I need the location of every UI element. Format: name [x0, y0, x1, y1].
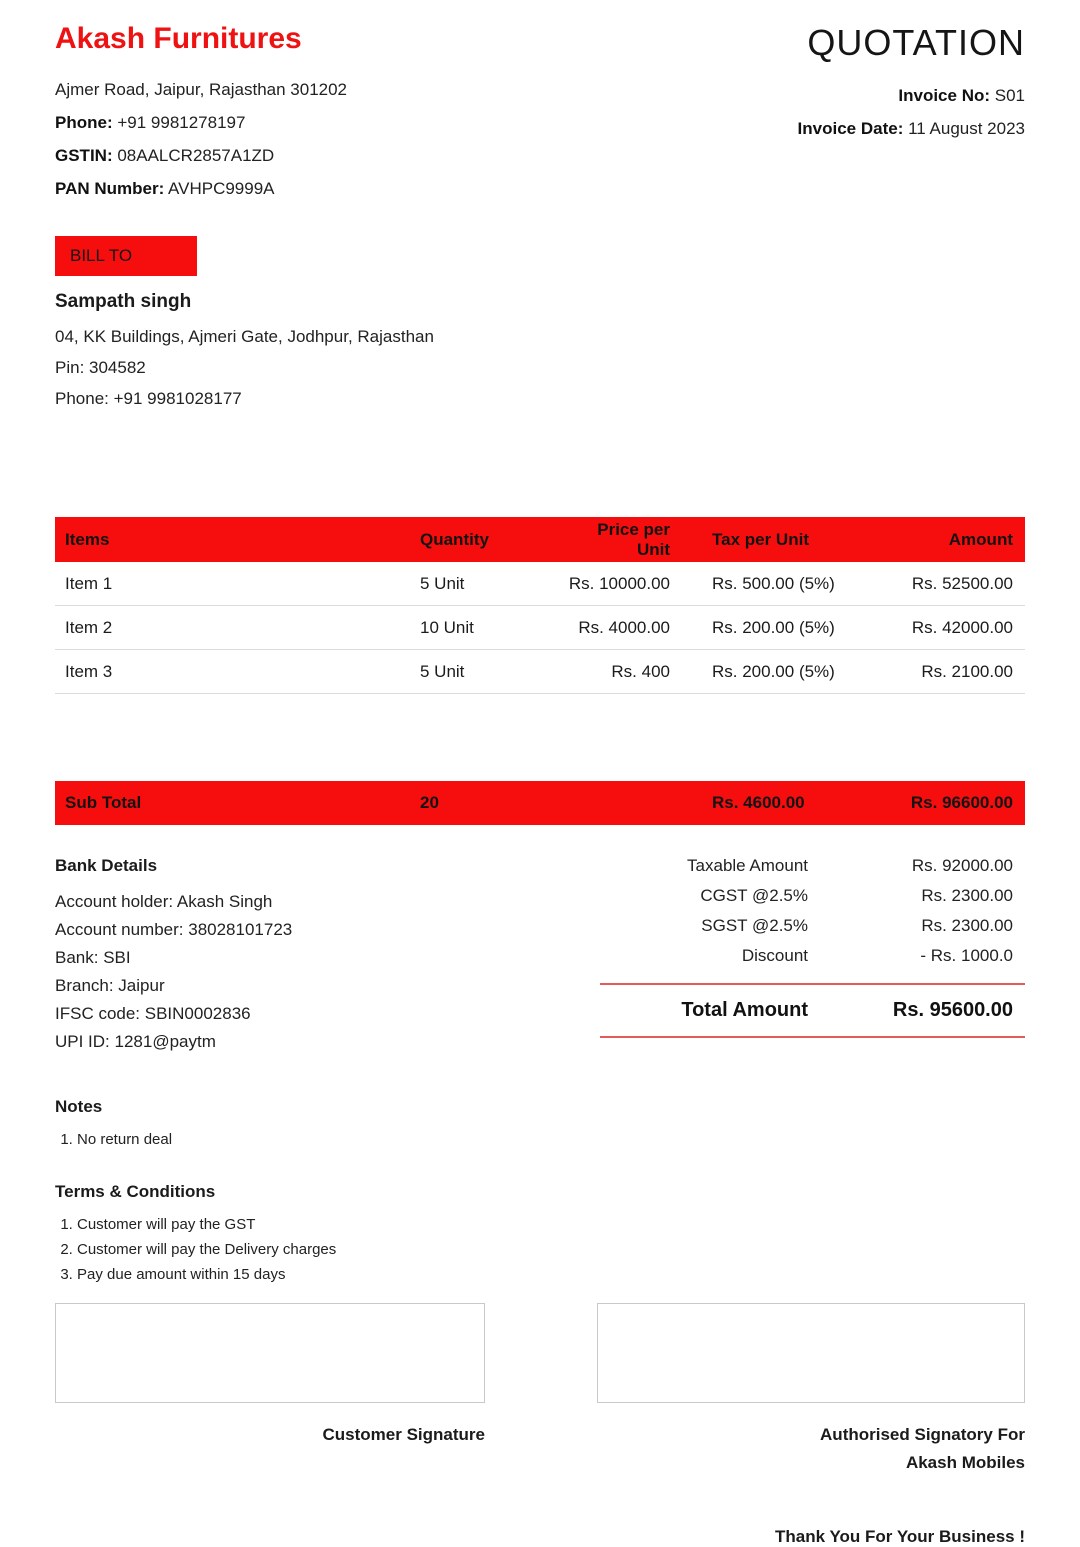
cell-price: Rs. 4000.00 — [578, 617, 670, 637]
invoice-date-label: Invoice Date: — [797, 119, 904, 138]
cgst-value: Rs. 2300.00 — [921, 886, 1013, 905]
cell-tax: Rs. 500.00 (5%) — [712, 573, 835, 593]
bank-details-heading: Bank Details — [55, 856, 158, 875]
customer-phone-value: +91 9981028177 — [113, 389, 242, 408]
summary-section — [55, 856, 1025, 1061]
bank-branch: Branch: Jaipur — [55, 976, 165, 995]
invoice-date-value: 11 August 2023 — [908, 119, 1025, 138]
company-name: Akash Furnitures — [55, 22, 302, 55]
cell-tax: Rs. 200.00 (5%) — [712, 617, 835, 637]
signatures-section — [55, 1303, 1025, 1477]
header-tax: Tax per Unit — [712, 529, 809, 549]
seller-phone — [55, 113, 347, 133]
sgst-row — [600, 916, 1025, 936]
header-amount: Amount — [948, 529, 1013, 549]
bank-details — [55, 856, 600, 1061]
cell-tax: Rs. 200.00 (5%) — [712, 661, 835, 681]
bill-to-section — [55, 212, 1025, 409]
cgst-row — [600, 886, 1025, 906]
seller-pan-label: PAN Number: — [55, 179, 165, 198]
term-item: 1. Customer will pay the GST — [77, 1216, 1025, 1233]
terms-list — [77, 1216, 1025, 1283]
seller-pan — [55, 179, 347, 199]
term-item: 3. Pay due amount within 15 days — [77, 1266, 1025, 1283]
authorised-signature-area — [597, 1303, 1025, 1477]
notes-heading: Notes — [55, 1097, 103, 1116]
header-quantity: Quantity — [420, 529, 489, 549]
bank-upi: UPI ID: 1281@paytm — [55, 1032, 216, 1051]
note-item: 1. No return deal — [77, 1131, 1025, 1148]
customer-signature-box — [55, 1303, 485, 1403]
total-amount-row — [600, 983, 1025, 1038]
seller-gstin-label: GSTIN: — [55, 146, 113, 165]
total-amount-value: Rs. 95600.00 — [892, 999, 1013, 1021]
terms-section — [55, 1182, 1025, 1283]
document-title: QUOTATION — [807, 22, 1025, 63]
seller-gstin-value: 08AALCR2857A1ZD — [117, 146, 275, 165]
bank-account-holder: Account holder: Akash Singh — [55, 892, 273, 911]
seller-address: Ajmer Road, Jaipur, Rajasthan 301202 — [55, 80, 348, 99]
cgst-label: CGST @2.5% — [700, 886, 808, 905]
invoice-number-value: S01 — [994, 86, 1025, 105]
customer-name: Sampath singh — [55, 291, 192, 312]
subtotal-label: Sub Total — [65, 793, 142, 812]
header-items: Items — [65, 529, 110, 549]
seller-pan-value: AVHPC9999A — [168, 179, 275, 198]
bank-account-number: Account number: 38028101723 — [55, 920, 293, 939]
document-header — [55, 22, 1025, 212]
items-table — [55, 517, 1025, 694]
customer-pin: Pin: 304582 — [55, 358, 146, 377]
bill-to-badge: BILL TO — [55, 236, 197, 276]
seller-info — [55, 22, 347, 212]
customer-signature-area — [55, 1303, 485, 1477]
cell-item: Item 1 — [65, 573, 113, 593]
taxable-amount-label: Taxable Amount — [687, 856, 808, 875]
table-row — [55, 650, 1025, 694]
cell-quantity: 5 Unit — [420, 573, 465, 593]
taxable-amount-value: Rs. 92000.00 — [911, 856, 1013, 875]
invoice-number — [798, 86, 1025, 106]
thank-you-message: Thank You For Your Business ! — [774, 1527, 1025, 1546]
discount-row — [600, 946, 1025, 966]
notes-list — [77, 1131, 1025, 1148]
sgst-label: SGST @2.5% — [701, 916, 808, 935]
cell-price: Rs. 400 — [611, 661, 670, 681]
invoice-date — [798, 119, 1025, 139]
discount-value: - Rs. 1000.0 — [920, 946, 1013, 965]
subtotal-amount: Rs. 96600.00 — [910, 793, 1013, 812]
totals-block — [600, 856, 1025, 1061]
cell-amount: Rs. 42000.00 — [911, 617, 1013, 637]
cell-quantity: 5 Unit — [420, 661, 465, 681]
table-row — [55, 606, 1025, 650]
items-table-header — [55, 517, 1025, 562]
terms-heading: Terms & Conditions — [55, 1182, 216, 1201]
cell-item: Item 3 — [65, 661, 113, 681]
customer-phone-label: Phone: — [55, 389, 109, 408]
sgst-value: Rs. 2300.00 — [921, 916, 1013, 935]
subtotal-quantity: 20 — [420, 793, 439, 812]
term-item: 2. Customer will pay the Delivery charges — [77, 1241, 1025, 1258]
invoice-number-label: Invoice No: — [898, 86, 991, 105]
authorised-signature-label — [597, 1421, 1025, 1477]
taxable-amount-row — [600, 856, 1025, 876]
cell-item: Item 2 — [65, 617, 113, 637]
authorised-signatory-name: Akash Mobiles — [905, 1453, 1025, 1472]
subtotal-tax: Rs. 4600.00 — [712, 793, 805, 812]
seller-gstin — [55, 146, 347, 166]
bank-ifsc: IFSC code: SBIN0002836 — [55, 1004, 251, 1023]
header-price: Price per Unit — [597, 519, 670, 559]
total-amount-label: Total Amount — [681, 999, 808, 1021]
notes-section — [55, 1097, 1025, 1148]
cell-quantity: 10 Unit — [420, 617, 474, 637]
authorised-signatory-for: Authorised Signatory For — [820, 1425, 1025, 1444]
customer-signature-label: Customer Signature — [322, 1425, 485, 1444]
subtotal-bar — [55, 781, 1025, 825]
table-row — [55, 562, 1025, 606]
cell-price: Rs. 10000.00 — [568, 573, 670, 593]
seller-phone-label: Phone: — [55, 113, 113, 132]
invoice-meta — [798, 22, 1025, 212]
seller-phone-value: +91 9981278197 — [117, 113, 246, 132]
customer-address: 04, KK Buildings, Ajmeri Gate, Jodhpur, Rajasthan — [55, 327, 434, 346]
discount-label: Discount — [741, 946, 808, 965]
customer-phone — [55, 389, 1025, 409]
cell-amount: Rs. 52500.00 — [911, 573, 1013, 593]
authorised-signature-box — [597, 1303, 1025, 1403]
bank-name: Bank: SBI — [55, 948, 131, 967]
cell-amount: Rs. 2100.00 — [921, 661, 1013, 681]
